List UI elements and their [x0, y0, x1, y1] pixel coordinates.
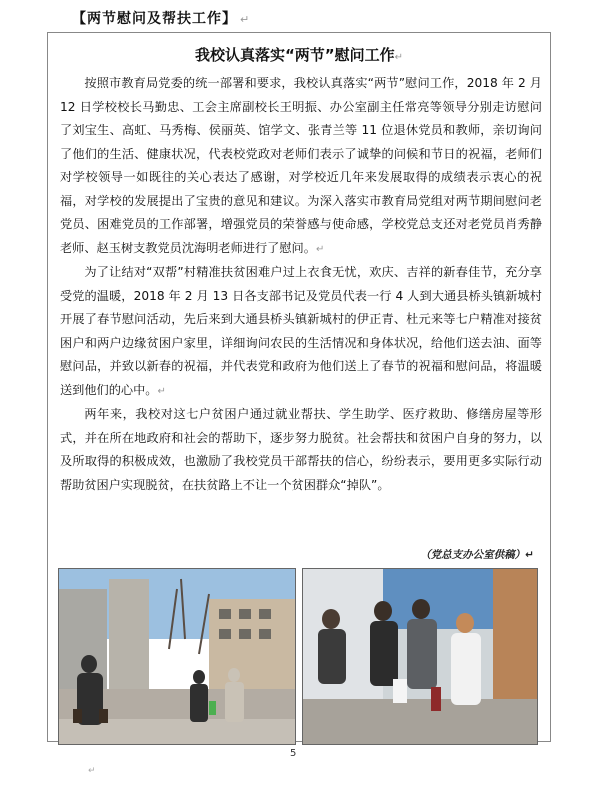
section-header — [72, 8, 250, 28]
article-title-text: 我校认真落实“两节”慰问工作 — [194, 46, 395, 64]
paragraph-mark: ↵ — [88, 766, 96, 776]
paragraph-text: 按照市教育局党委的统一部署和要求，我校认真落实“两节”慰问工作，2018 年 2 月 12 日学校校长马勤忠、工会主席副校长王明振、办公室副主任常亮等领导分别走访慰问了刘宝生、高虹、马秀梅、侯丽英、馆学文、张青兰等 11 位退休党员和教师，亲切询问了他们的生活、健康状况，代表校党政对老师们表示了诚挚的问候和节日的祝福，老师们对学校领导一如既往的关心表达了感谢，对学校近几年来发展取得的成绩表示衷心的祝福，对学校的发展提出了宝贵的意见和建议。为深入落实市教育局党组对两节期间慰问老党员、困难党员的工作部署，增强党员的荣誉感与使命感，学校党总支还对老党员肖秀静老师、赵玉树支教党员沈海明老师进行了慰问。 — [60, 76, 542, 255]
article-source-credit: （党总支办公室供稿）↵ — [420, 549, 534, 561]
paragraph-mark: ↵ — [315, 243, 325, 255]
article-paragraph-2 — [60, 261, 542, 403]
paragraph-mark: ↵ — [394, 52, 404, 63]
photo-village-visit-group — [302, 568, 538, 745]
article-paragraph-3 — [60, 403, 542, 497]
paragraph-mark: ↵ — [157, 385, 166, 397]
paragraph-text: 为了让结对“双帮”村精准扶贫困难户过上衣食无忧，欢庆、吉祥的新春佳节，充分享受党的温暖，2018 年 2 月 13 日各支部书记及党员代表一行 4 人到大通县桥头镇新城村开展了春节慰问活动，先后来到大通县桥头镇新城村的伊正青、杜元来等七户精准对接贫困户和两户边缘贫困户家里，详细询问农民的生活情况和身体状况，给他们送去油、面等慰问品，并致以新春的祝福，并代表党和政府为他们送上了春节的祝福和慰问品，将温暖送到他们的心中。 — [60, 265, 542, 397]
article-paragraph-1 — [60, 72, 542, 261]
photo-village-visit-street — [58, 568, 296, 745]
section-header-text: 【两节慰问及帮扶工作】 — [72, 11, 237, 27]
paragraph-text: 两年来，我校对这七户贫困户通过就业帮扶、学生助学、医疗救助、修缮房屋等形式，并在所在地政府和社会的帮助下，逐步努力脱贫。社会帮扶和贫困户自身的努力，以及所取得的积极成效，也激励了我校党员干部帮扶的信心，纷纷表示，要用更多实际行动帮助贫困户实现脱贫，在扶贫路上不让一个贫困群众“掉队”。 — [60, 407, 542, 492]
page-number: 5 — [290, 748, 297, 759]
article-body — [60, 72, 542, 497]
paragraph-mark: ↵ — [240, 13, 251, 26]
article-title — [47, 44, 551, 65]
